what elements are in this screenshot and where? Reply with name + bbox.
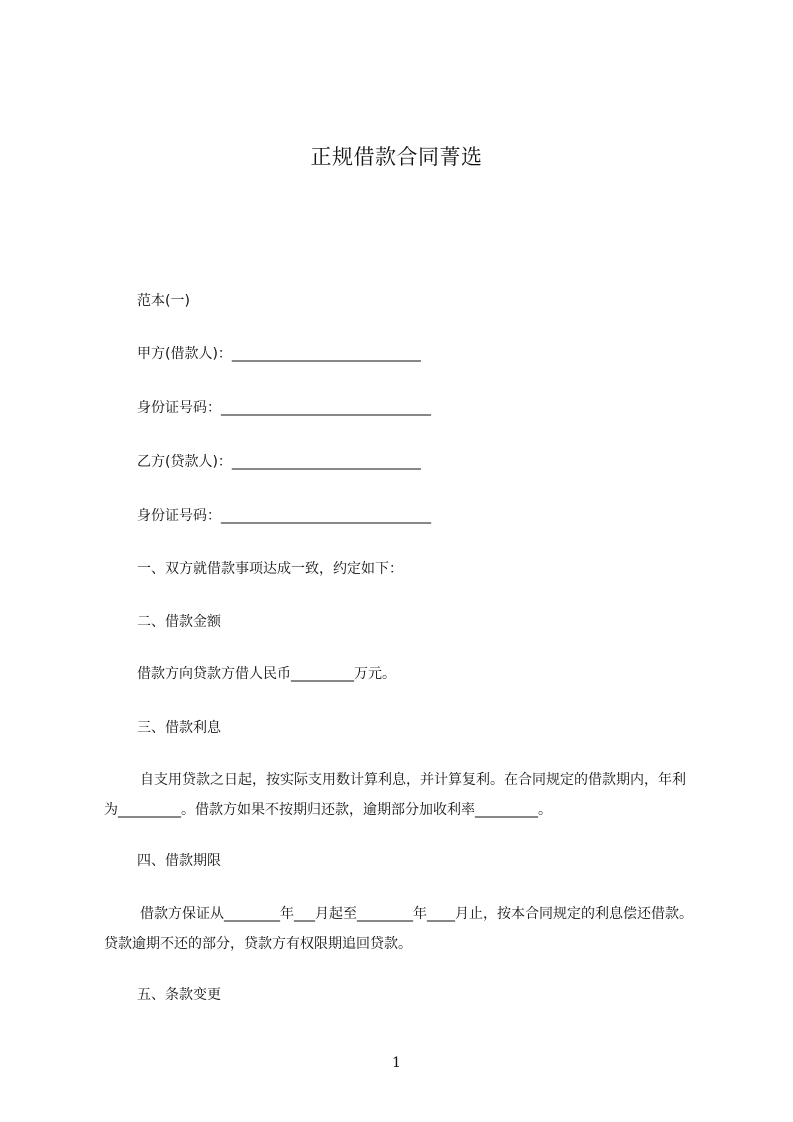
id-number-b-line: 身份证号码：______________________________ bbox=[137, 508, 431, 524]
id-number-a-line: 身份证号码：______________________________ bbox=[137, 400, 431, 416]
clause-4-heading: 四、借款期限 bbox=[137, 853, 221, 869]
document-title: 正规借款合同菁选 bbox=[310, 145, 483, 169]
clause-1-text: 一、双方就借款事项达成一致，约定如下： bbox=[137, 561, 403, 577]
template-label: 范本(一) bbox=[137, 293, 190, 309]
page-number: 1 bbox=[392, 1055, 401, 1071]
clause-2-heading: 二、借款金额 bbox=[137, 614, 221, 630]
clause-4-body: 借款方保证从________年___月起至________年____月止，按本合同规定的利息偿还借款。贷款逾期不还的部分，贷款方有权限期追回贷款。 bbox=[104, 906, 693, 952]
party-a-line: 甲方(借款人)：___________________________ bbox=[137, 346, 421, 362]
clause-3-heading: 三、借款利息 bbox=[137, 720, 221, 736]
clause-2-body: 借款方向贷款方借人民币_________万元。 bbox=[137, 666, 396, 682]
party-b-line: 乙方(贷款人)：___________________________ bbox=[137, 454, 421, 470]
clause-3-body: 自支用贷款之日起，按实际支用数计算利息，并计算复利。在合同规定的借款期内，年利为_________。借款方如果不按期归还款，逾期部分加收利率_________。 bbox=[104, 772, 686, 818]
clause-5-heading: 五、条款变更 bbox=[137, 987, 221, 1003]
